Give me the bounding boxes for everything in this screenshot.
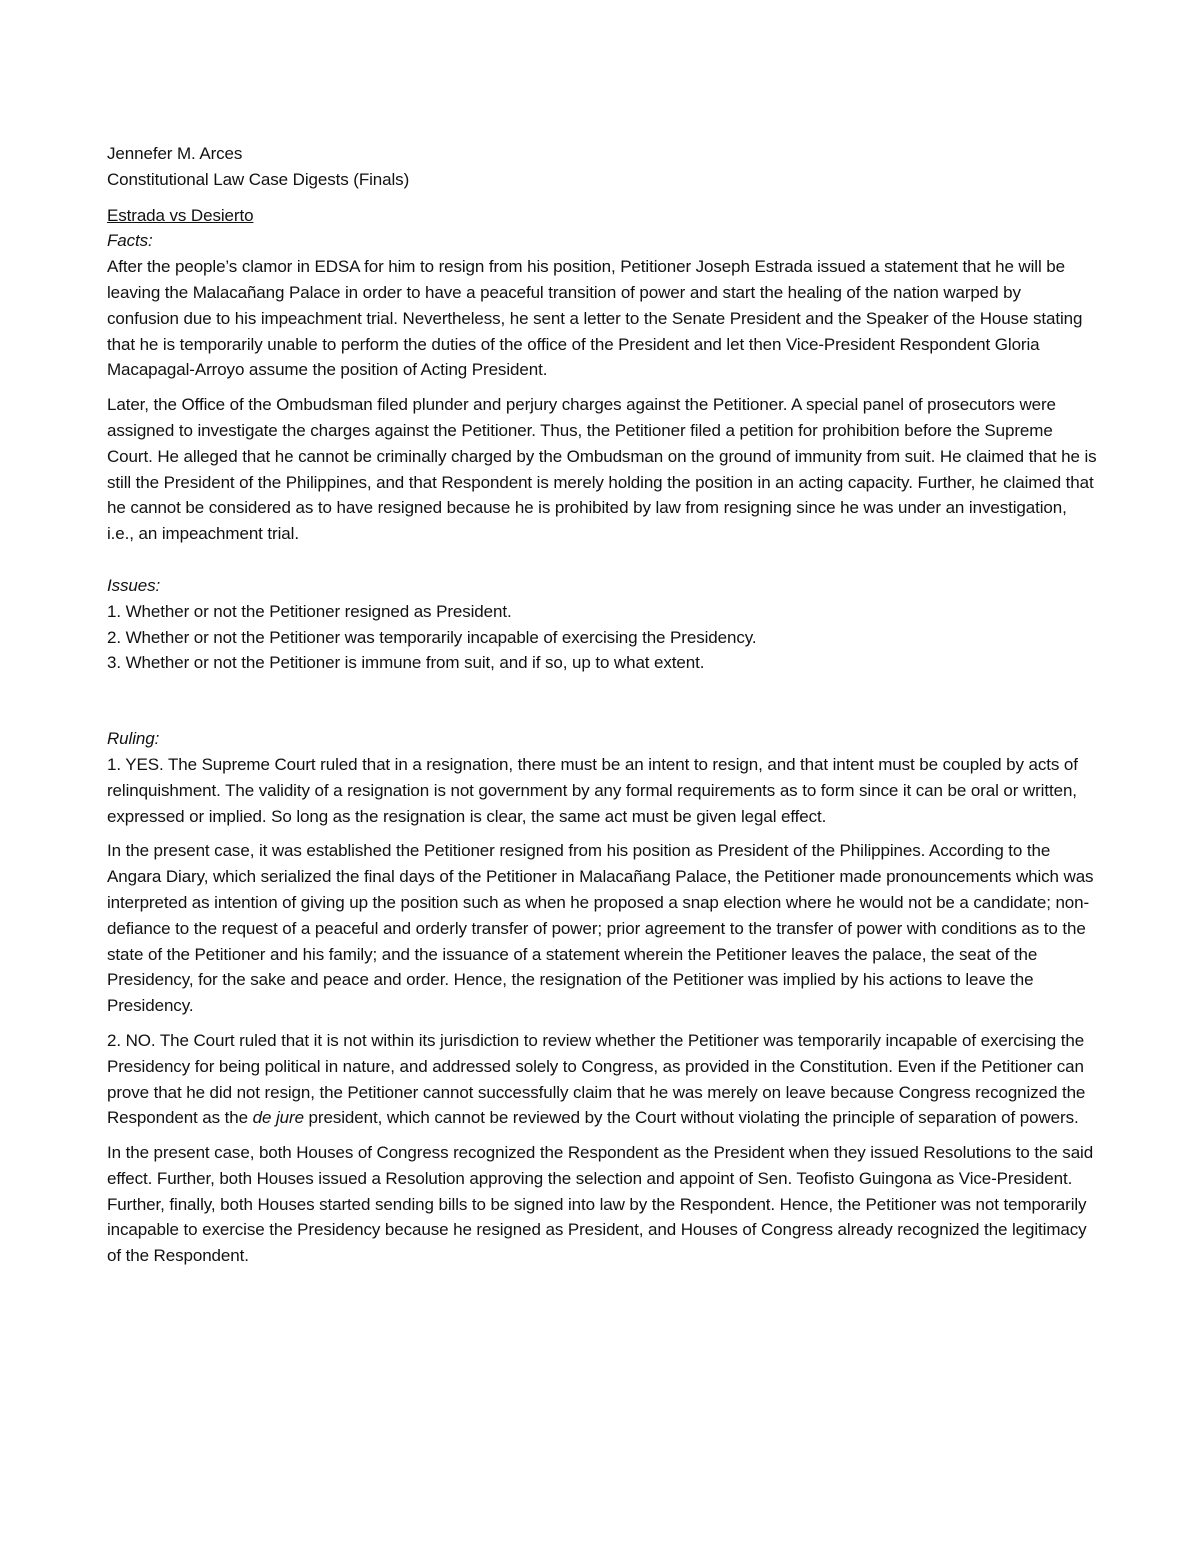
ruling-paragraph-3 <box>107 1028 1097 1131</box>
de-jure-term: de jure <box>252 1108 304 1128</box>
facts-paragraph-1: After the people’s clamor in EDSA for him to resign from his position, Petitioner Joseph Estrada issued a statement that he will be leaving the Malacañang Palace in order to have a peaceful transition of power and start the healing of the nation warped by confusion due to his impeachment trial. Nevertheless, he sent a letter to the Senate President and the Speaker of the House stating that he is temporarily unable to perform the duties of the office of the President and let then Vice-President Respondent Gloria Macapagal-Arroyo assume the position of Acting President. <box>107 257 1083 380</box>
document-page <box>107 141 1097 1269</box>
author-name: Jennefer M. Arces <box>107 144 243 163</box>
ruling-paragraph-1: 1. YES. The Supreme Court ruled that in a resignation, there must be an intent to resign, and that intent must be coupled by acts of relinquishment. The validity of a resignation is not government by any formal requirements as to form since it can be oral or written, expressed or implied. So long as the resignation is clear, the same act must be given legal effect. <box>107 754 1078 826</box>
facts-paragraph-2: Later, the Office of the Ombudsman filed plunder and perjury charges against the Petitioner. A special panel of prosecutors were assigned to investigate the charges against the Petitioner. Thus, the Petitioner filed a petition for prohibition before the Supreme Court. He alleged that he cannot be criminally charged by the Ombudsman on the ground of immunity from suit. He claimed that he is still the President of the Philippines, and that Respondent is merely holding the position in an acting capacity. Further, he claimed that he cannot be considered as to have resigned because he is prohibited by law from resigning since he was under an investigation, i.e., an impeachment trial. <box>107 395 1097 544</box>
spacer <box>107 676 1097 726</box>
ruling-paragraph-4: In the present case, both Houses of Congress recognized the Respondent as the President when they issued Resolutions to the said effect. Further, both Houses issued a Resolution approving the selection and appoint of Sen. Teofisto Guingona as Vice-President. Further, finally, both Houses started sending bills to be signed into law by the Respondent. Hence, the Petitioner was not temporarily incapable to exercise the Presidency because he resigned as President, and Houses of Congress already recognized the legitimacy of the Respondent. <box>107 1143 1094 1266</box>
issues-label: Issues: <box>107 575 161 595</box>
case-title: Estrada vs Desierto <box>107 205 254 225</box>
issue-item-2: 2. Whether or not the Petitioner was temporarily incapable of exercising the Presidency. <box>107 627 757 647</box>
issue-item-3: 3. Whether or not the Petitioner is immune from suit, and if so, up to what extent. <box>107 653 705 673</box>
issue-item-1: 1. Whether or not the Petitioner resigned as President. <box>107 601 512 621</box>
ruling-paragraph-3-end: president, which cannot be reviewed by the Court without violating the principle of separation of powers. <box>303 1108 1079 1128</box>
document-subtitle: Constitutional Law Case Digests (Finals) <box>107 169 410 189</box>
facts-label: Facts: <box>107 231 153 251</box>
ruling-label: Ruling: <box>107 729 160 749</box>
ruling-paragraph-2: In the present case, it was established the Petitioner resigned from his position as President of the Philippines. According to the Angara Diary, which serialized the final days of the Petitioner in Malacañang Palace, the Petitioner made pronouncements which was interpreted as intention of giving up the position such as when he proposed a snap election where he would not be a candidate; non-defiance to the request of a peaceful and orderly transfer of power; prior agreement to the transfer of power with conditions as to the state of the Petitioner and his family; and the issuance of a statement wherein the Petitioner leaves the palace, the seat of the Presidency, for the sake and peace and order. Hence, the resignation of the Petitioner was implied by his actions to leave the Presidency. <box>107 841 1094 1016</box>
ruling-paragraph-3-start: 2. NO. The Court ruled that it is not within its jurisdiction to review whether the Petitioner was temporarily incapable of exercising the Presidency for being political in nature, and addressed solely to Congress, as provided in the Constitution. Even if the Petitioner can prove that he did not resign, the Petitioner cannot successfully claim that he was merely on leave because Congress recognized the Respondent as the <box>107 1030 1086 1128</box>
spacer <box>107 547 1097 573</box>
spacer <box>107 193 1097 203</box>
